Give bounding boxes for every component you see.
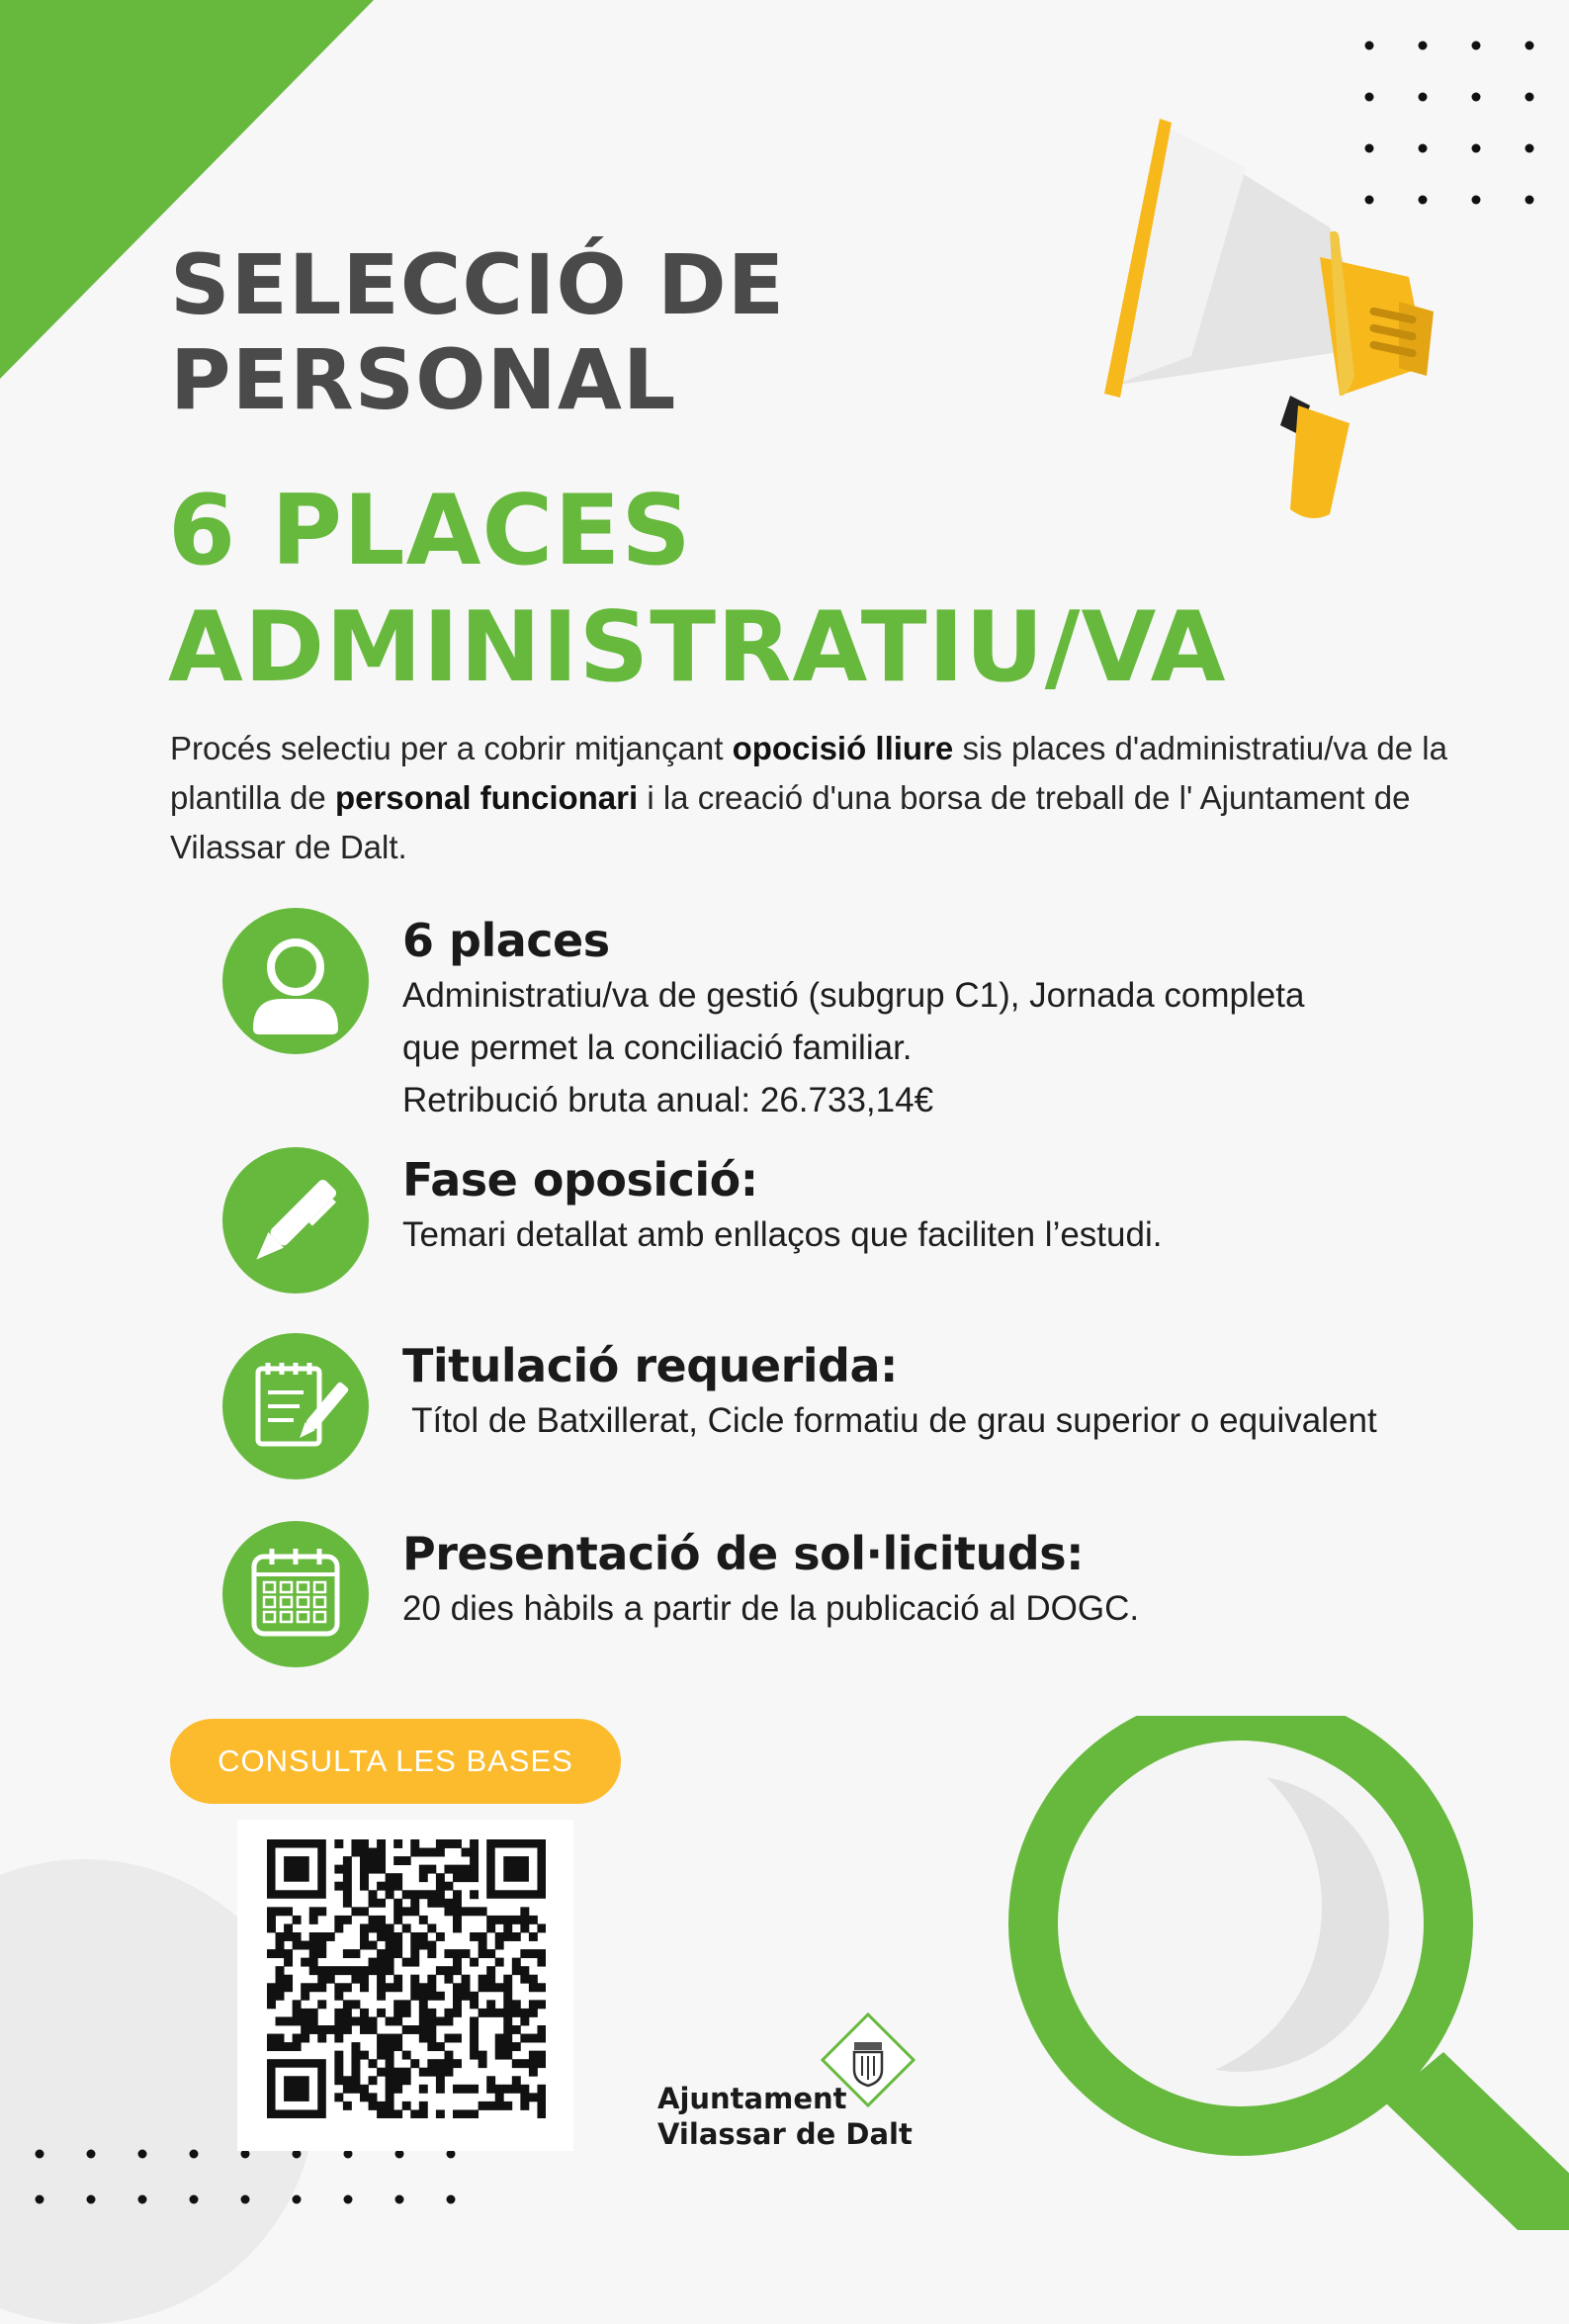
item-line: Administratiu/va de gestió (subgrup C1), Jornada completa — [402, 976, 1305, 1015]
intro-text: sis places d'administratiu/va de la plantilla de — [170, 730, 1447, 816]
main-title-line2: PERSONAL — [170, 331, 677, 428]
intro-paragraph — [170, 724, 1495, 872]
item-line: Títol de Batxillerat, Cicle formatiu de grau superior o equivalent — [402, 1401, 1377, 1440]
item-heading: Fase oposició: — [402, 1153, 758, 1207]
main-title-line1: SELECCIÓ DE — [170, 236, 786, 333]
notepad-icon — [222, 1333, 369, 1479]
item-heading: Presentació de sol·licituds: — [402, 1527, 1084, 1580]
item-line: Temari detallat amb enllaços que faciliten l’estudi. — [402, 1215, 1163, 1254]
position-title — [168, 473, 1227, 706]
consult-bases-button[interactable]: CONSULTA LES BASES — [170, 1719, 621, 1804]
item-line: que permet la conciliació familiar. — [402, 1028, 913, 1067]
item-heading: Titulació requerida: — [402, 1339, 898, 1392]
intro-bold-text: personal funcionari — [334, 779, 639, 816]
calendar-icon — [222, 1521, 369, 1667]
pen-icon — [222, 1147, 369, 1294]
item-line: 20 dies hàbils a partir de la publicació al DOGC. — [402, 1589, 1140, 1628]
megaphone-icon — [1043, 109, 1458, 524]
intro-text: i la creació d'una borsa de treball de l' Ajuntament de Vilassar de Dalt. — [170, 779, 1411, 865]
qr-code-icon[interactable] — [267, 1839, 546, 2118]
main-title — [170, 237, 785, 427]
logo-text-line1: Ajuntament — [657, 2082, 847, 2115]
town-hall-logo — [657, 2008, 954, 2166]
item-line: Retribució bruta anual: 26.733,14€ — [402, 1081, 934, 1119]
position-title-line1: 6 PLACES — [168, 475, 692, 587]
user-icon — [222, 908, 369, 1054]
intro-text: Procés selectiu per a cobrir mitjançant — [170, 730, 733, 766]
intro-bold-text: opocisió lliure — [732, 730, 954, 766]
qr-code-panel — [237, 1820, 573, 2151]
item-heading: 6 places — [402, 914, 610, 967]
logo-text-line2: Vilassar de Dalt — [657, 2117, 913, 2151]
magnifying-glass-icon — [984, 1716, 1569, 2230]
position-title-line2: ADMINISTRATIU/VA — [168, 591, 1227, 704]
